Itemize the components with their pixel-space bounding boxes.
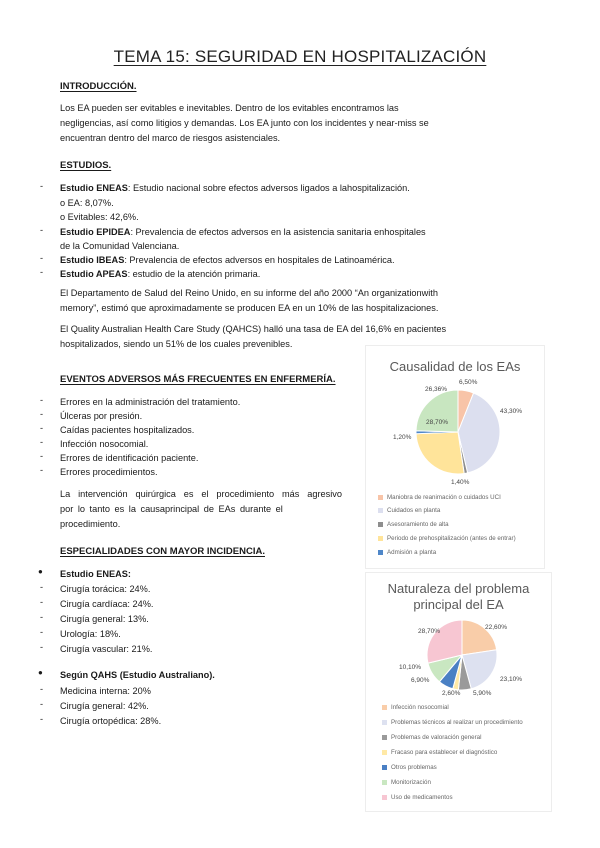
study-epidea-cont: de la Comunidad Valenciana. <box>60 241 180 251</box>
eneas-ea: o EA: 8,07%. <box>60 198 114 208</box>
list-dash: - <box>40 465 44 475</box>
legend-item: Fracaso para establecer el diagnóstico <box>382 749 497 756</box>
legend-item: Problemas técnicos al realizar un procedimiento <box>382 719 523 726</box>
list-dash: - <box>40 409 44 419</box>
list-dash: - <box>40 451 44 461</box>
list-dash: - <box>40 582 44 592</box>
legend-swatch <box>382 750 387 755</box>
naturaleza-chart <box>365 572 552 812</box>
chart-title-line-1: Naturaleza del problema <box>387 581 530 596</box>
causalidad-chart <box>365 345 545 569</box>
data-label: 22,60% <box>485 624 508 631</box>
pie-chart <box>366 346 544 486</box>
list-item: Errores en la administración del tratamiento. <box>60 397 241 407</box>
legend-swatch <box>382 765 387 770</box>
intervention-line-2: por lo tanto es la causaprincipal de EAs durante el <box>60 504 283 514</box>
pie-slice <box>427 620 462 663</box>
data-label: 28,70% <box>418 628 441 635</box>
list-dash: - <box>40 642 44 652</box>
chart-title-line-2: principal del EA <box>413 597 504 612</box>
list-dash: - <box>40 684 44 694</box>
data-label: 28,70% <box>426 419 449 426</box>
list-item: Cirugía general: 42%. <box>60 701 149 711</box>
qahs-subheading: Según QAHS (Estudio Australiano). <box>60 670 215 680</box>
list-item: Medicina interna: 20% <box>60 686 151 696</box>
data-label: 6,90% <box>411 677 430 684</box>
data-label: 43,30% <box>500 408 523 415</box>
list-dash: - <box>40 181 44 191</box>
legend-swatch <box>378 550 383 555</box>
list-dash: - <box>40 225 44 235</box>
qahcs-para-line-2: hospitalizados, siendo un 51% de los cuales prevenibles. <box>60 339 293 349</box>
list-item: Caídas pacientes hospitalizados. <box>60 425 195 435</box>
study-eneas: Estudio ENEAS: Estudio nacional sobre efectos adversos ligados a lahospitalización. <box>60 183 410 193</box>
list-item: Úlceras por presión. <box>60 411 143 421</box>
uk-para-line-1: El Departamento de Salud del Reino Unido, en su informe del año 2000 “An organizationwith <box>60 288 438 298</box>
legend-item: Otros problemas <box>382 764 437 771</box>
intervention-line-3: procedimiento. <box>60 519 121 529</box>
list-dash: - <box>40 612 44 622</box>
list-dash: - <box>40 699 44 709</box>
list-dash: - <box>40 597 44 607</box>
pie-chart <box>366 573 551 703</box>
list-dash: - <box>40 253 44 263</box>
legend-swatch <box>382 720 387 725</box>
intervention-line-1: La intervención quirúrgica es el procedimiento más agresivo <box>60 489 342 499</box>
data-label: 6,50% <box>459 379 478 386</box>
study-epidea: Estudio EPIDEA: Prevalencia de efectos adversos en la asistencia sanitaria enhospitales <box>60 227 426 237</box>
legend-swatch <box>378 495 383 500</box>
eneas-evitables: o Evitables: 42,6%. <box>60 212 139 222</box>
pie-slice <box>416 432 464 474</box>
list-dash: - <box>40 627 44 637</box>
list-item: Urología: 18%. <box>60 629 121 639</box>
data-label: 1,40% <box>451 479 470 486</box>
bullet-dot: ● <box>38 567 43 576</box>
list-item: Cirugía general: 13%. <box>60 614 149 624</box>
legend-swatch <box>382 705 387 710</box>
legend-swatch <box>382 795 387 800</box>
data-label: 1,20% <box>393 434 412 441</box>
list-dash: - <box>40 267 44 277</box>
list-item: Cirugía cardíaca: 24%. <box>60 599 154 609</box>
bullet-dot: ● <box>38 668 43 677</box>
legend <box>378 494 543 564</box>
list-dash: - <box>40 437 44 447</box>
intro-line-2: negligencias, así como litigios y demandas. Los EA junto con los incidentes y near-miss se <box>60 118 429 128</box>
legend-item: Admisión a planta <box>378 549 436 556</box>
legend-item: Maniobra de reanimación o cuidados UCI <box>378 494 501 501</box>
intro-line-3: encuentran dentro del marco de riesgos asistenciales. <box>60 133 281 143</box>
list-item: Errores procedimientos. <box>60 467 158 477</box>
data-label: 2,60% <box>442 690 461 697</box>
legend-item: Problemas de valoración general <box>382 734 481 741</box>
data-label: 5,90% <box>473 690 492 697</box>
legend-item: Monitorización <box>382 779 431 786</box>
list-dash: - <box>40 423 44 433</box>
data-label: 10,10% <box>399 664 422 671</box>
legend <box>382 704 550 809</box>
qahcs-para-line-1: El Quality Australian Health Care Study (QAHCS) halló una tasa de EA del 16,6% en pacientes <box>60 324 447 334</box>
data-label: 26,36% <box>425 386 448 393</box>
intro-heading: INTRODUCCIÓN. <box>60 81 137 92</box>
chart-title: Causalidad de los EAs <box>389 359 521 374</box>
list-item: Errores de identificación paciente. <box>60 453 199 463</box>
legend-swatch <box>378 536 383 541</box>
list-item: Infección nosocomial. <box>60 439 149 449</box>
eventos-heading: EVENTOS ADVERSOS MÁS FRECUENTES EN ENFERMERÍA. <box>60 374 336 385</box>
list-dash: - <box>40 395 44 405</box>
legend-swatch <box>382 735 387 740</box>
study-ibeas: Estudio IBEAS: Prevalencia de efectos adversos en hospitales de Latinoamérica. <box>60 255 395 265</box>
legend-item: Infección nosocomial <box>382 704 449 711</box>
legend-swatch <box>378 508 383 513</box>
page-title: TEMA 15: SEGURIDAD EN HOSPITALIZACIÓN <box>113 47 487 66</box>
list-item: Cirugía ortopédica: 28%. <box>60 716 162 726</box>
uk-para-line-2: memory”, estimó que aproximadamente se producen EA en un 10% de las hospitalizaciones. <box>60 303 439 313</box>
list-item: Cirugía torácica: 24%. <box>60 584 151 594</box>
legend-item: Periodo de prehospitalización (antes de entrar) <box>378 535 516 542</box>
legend-item: Uso de medicamentos <box>382 794 453 801</box>
legend-swatch <box>382 780 387 785</box>
especialidades-heading: ESPECIALIDADES CON MAYOR INCIDENCIA. <box>60 546 265 557</box>
study-apeas: Estudio APEAS: estudio de la atención primaria. <box>60 269 261 279</box>
eneas-subheading: Estudio ENEAS: <box>60 569 131 579</box>
intro-line-1: Los EA pueden ser evitables e inevitables. Dentro de los evitables encontramos las <box>60 103 399 113</box>
studies-heading: ESTUDIOS. <box>60 160 112 171</box>
legend-swatch <box>378 522 383 527</box>
legend-item: Cuidados en planta <box>378 507 440 514</box>
list-item: Cirugía vascular: 21%. <box>60 644 153 654</box>
list-dash: - <box>40 714 44 724</box>
data-label: 23,10% <box>500 676 523 683</box>
legend-item: Asesoramiento de alta <box>378 521 449 528</box>
